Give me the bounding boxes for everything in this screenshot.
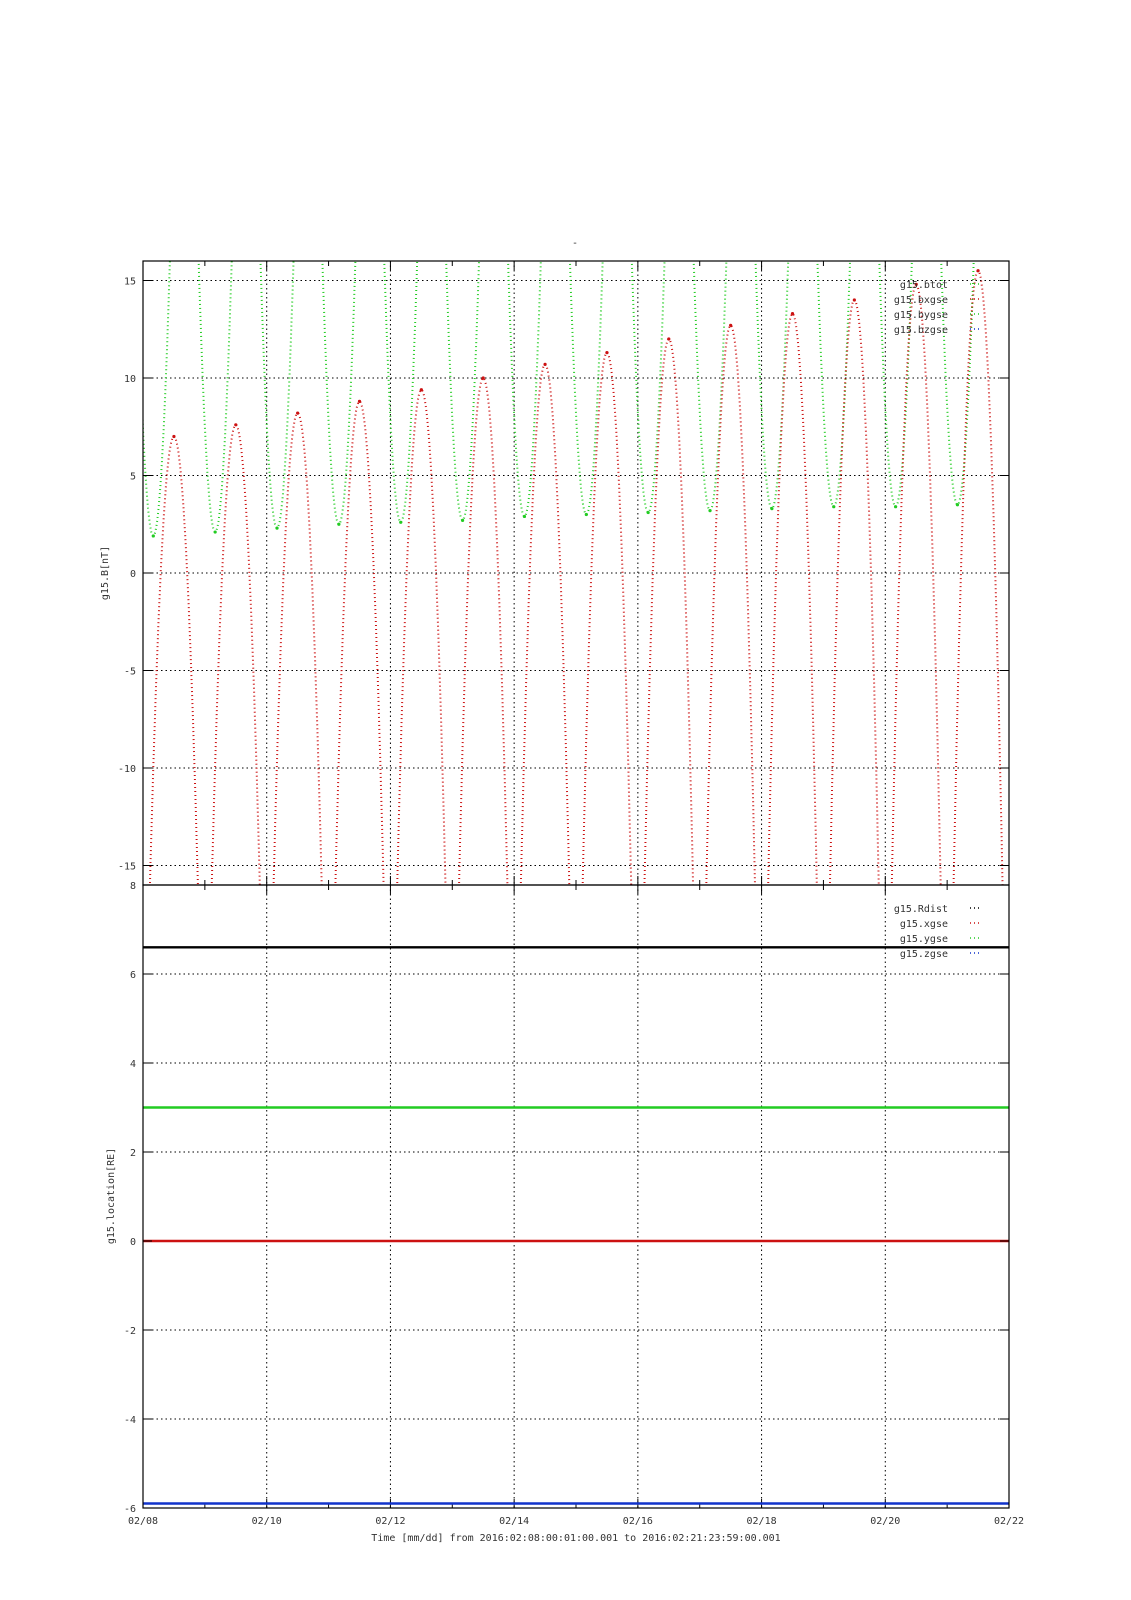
- series-bxgse-extremum: [358, 400, 361, 403]
- series-bxgse-segment: [705, 325, 757, 963]
- series-bxgse-segment: [272, 413, 324, 963]
- x-tick-label: 02/20: [870, 1516, 901, 1527]
- y-tick-label: 6: [129, 970, 136, 981]
- panel1-legend: [894, 280, 980, 336]
- x-axis-ticks: [128, 1516, 1024, 1527]
- x-tick-label: 02/08: [127, 1516, 159, 1527]
- panel2-frame: [143, 885, 1009, 1508]
- series-bxgse-extremum: [853, 298, 856, 301]
- series-bxgse-segment: [952, 271, 1004, 963]
- series-bxgse-segment: [890, 284, 942, 963]
- series-btot-segment: [195, 144, 235, 532]
- series-bxgse-extremum: [420, 388, 423, 391]
- panel2-legend: [894, 904, 980, 960]
- panel-location: [106, 881, 1009, 1515]
- series-bxgse-extremum: [234, 423, 237, 426]
- y-tick-label: 8: [129, 881, 136, 892]
- x-tick-label: 02/10: [251, 1516, 282, 1527]
- series-btot-extremum: [461, 519, 464, 522]
- series-btot-segment: [628, 144, 668, 513]
- y-tick-label: 0: [129, 569, 136, 580]
- series-bxgse-segment: [519, 364, 571, 963]
- series-btot-extremum: [894, 505, 897, 508]
- x-tick-label: 02/12: [375, 1516, 406, 1527]
- series-btot-extremum: [956, 503, 959, 506]
- series-btot-segment: [257, 144, 297, 528]
- y-tick-label: -6: [123, 1504, 136, 1515]
- y-tick-label: -2: [123, 1326, 136, 1337]
- series-bxgse-extremum: [729, 324, 732, 327]
- series-btot-extremum: [337, 523, 340, 526]
- legend-entry-label: g15.bygse: [893, 310, 948, 321]
- series-btot-segment: [690, 144, 730, 511]
- panel2-grid: [143, 885, 1009, 1508]
- series-btot-segment: [814, 144, 854, 507]
- y-tick-label: 10: [123, 374, 136, 385]
- series-bxgse-segment: [457, 378, 509, 963]
- x-tick-label: 02/22: [993, 1516, 1025, 1527]
- x-tick-label: 02/16: [622, 1516, 653, 1527]
- series-bxgse-extremum: [976, 269, 979, 272]
- series-bxgse-segment: [581, 353, 633, 963]
- x-tick-label: 02/14: [499, 1516, 530, 1527]
- panel2-y-axis-label: g15.location[RE]: [106, 1147, 117, 1245]
- panel1-y-ticks: [118, 277, 1009, 873]
- series-bxgse-segment: [148, 437, 200, 964]
- series-btot-extremum: [523, 515, 526, 518]
- series-btot-segment: [443, 144, 483, 520]
- legend-entry-label: g15.xgse: [899, 919, 948, 930]
- panel1-grid: [143, 261, 1009, 885]
- y-tick-label: 2: [129, 1148, 136, 1159]
- panel2-series: [143, 947, 1009, 1503]
- series-btot-extremum: [647, 511, 650, 514]
- y-tick-label: 5: [129, 471, 136, 483]
- series-bxgse-segment: [210, 425, 262, 963]
- y-tick-label: -10: [117, 764, 136, 775]
- legend-entry-label: g15.Rdist: [893, 904, 948, 915]
- series-bxgse-extremum: [296, 412, 299, 415]
- y-tick-label: -4: [123, 1415, 136, 1426]
- y-tick-label: 4: [129, 1059, 136, 1070]
- series-btot-segment: [319, 144, 359, 524]
- series-btot-extremum: [152, 534, 155, 537]
- y-tick-label: -15: [117, 861, 136, 873]
- series-bxgse-extremum: [543, 363, 546, 366]
- series-bxgse-segment: [334, 401, 386, 963]
- series-btot-segment: [567, 144, 607, 515]
- y-tick-label: -5: [123, 666, 136, 678]
- panel1-y-axis-label: g15.B[nT]: [100, 545, 111, 601]
- series-bxgse-extremum: [791, 312, 794, 315]
- series-btot-segment: [505, 144, 545, 517]
- legend-entry-label: g15.btot: [899, 280, 948, 291]
- series-btot-segment: [134, 144, 174, 536]
- series-btot-extremum: [585, 513, 588, 516]
- series-bxgse-extremum: [482, 376, 485, 379]
- series-btot-extremum: [399, 521, 402, 524]
- series-btot-extremum: [832, 505, 835, 508]
- panel1-series: [134, 144, 1005, 963]
- x-axis-label: Time [mm/dd] from 2016:02:08:00:01:00.001 to 2016:02:21:23:59:00.001: [371, 1533, 781, 1544]
- legend-entry-label: g15.bxgse: [893, 295, 948, 306]
- series-btot-extremum: [275, 527, 278, 530]
- series-btot-segment: [752, 144, 792, 509]
- panel-magnetic-field: [100, 144, 1009, 963]
- series-bxgse-extremum: [172, 435, 175, 438]
- series-btot-extremum: [214, 530, 217, 533]
- series-btot-extremum: [770, 507, 773, 510]
- y-tick-label: 0: [129, 1237, 136, 1248]
- series-bxgse-segment: [828, 300, 880, 963]
- panel2-y-ticks: [124, 881, 1009, 1515]
- figure-title-mark: -: [571, 238, 579, 249]
- series-btot-segment: [381, 144, 421, 522]
- series-bxgse-segment: [395, 390, 447, 963]
- legend-entry-label: g15.zgse: [899, 949, 948, 960]
- legend-entry-label: g15.bzgse: [893, 325, 948, 336]
- y-tick-label: 15: [123, 276, 136, 288]
- series-bxgse-extremum: [605, 351, 608, 354]
- x-tick-label: 02/18: [746, 1516, 777, 1527]
- series-btot-extremum: [708, 509, 711, 512]
- legend-entry-label: g15.ygse: [899, 934, 948, 945]
- series-bxgse-segment: [643, 339, 695, 963]
- series-bxgse-extremum: [667, 337, 670, 340]
